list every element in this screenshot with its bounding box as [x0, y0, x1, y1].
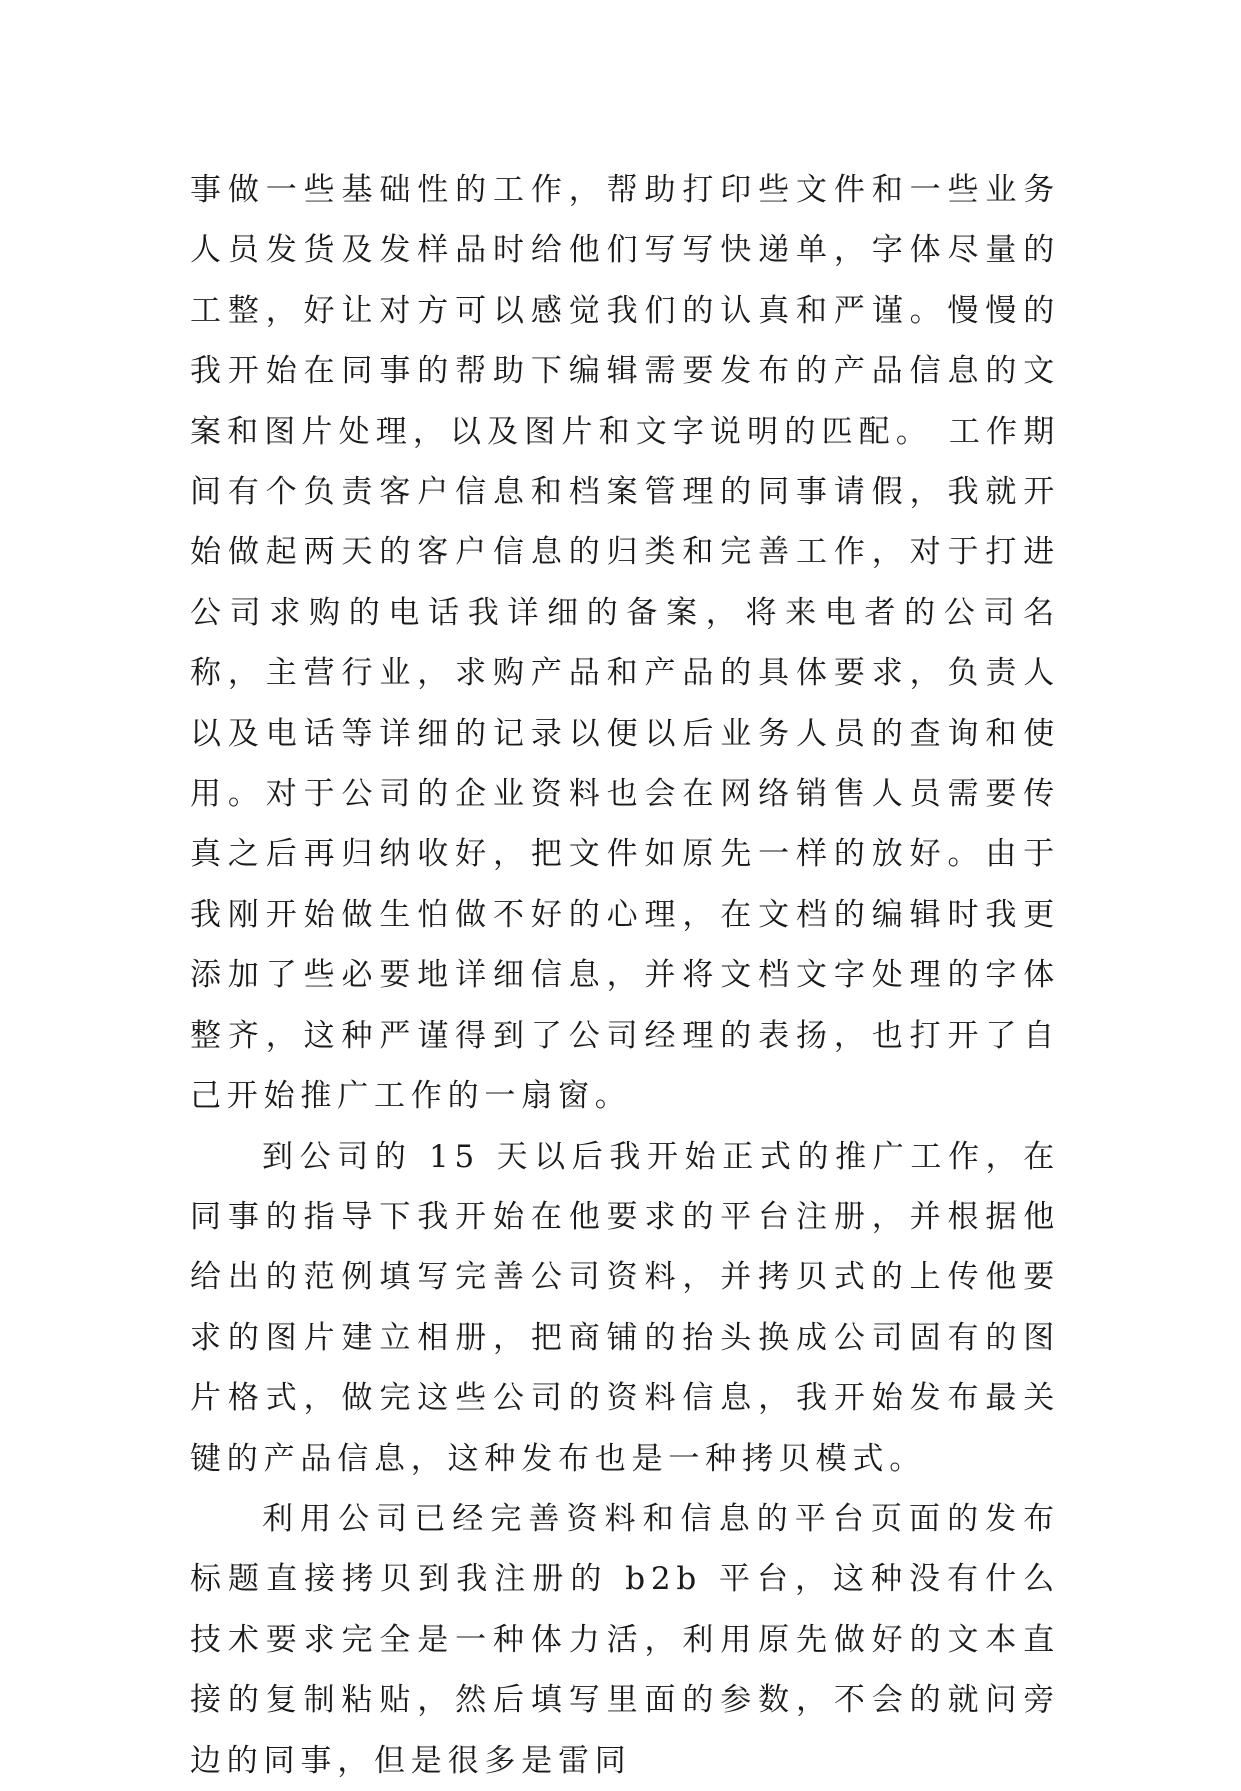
paragraph-1: 事做一些基础性的工作，帮助打印些文件和一些业务人员发货及发样品时给他们写写快递单，字体尽量的工整，好让对方可以感觉我们的认真和严谨。慢慢的我开始在同事的帮助下编辑需要发布的产品信息的文案和图片处理，以及图片和文字说明的匹配。 工作期间有个负责客户信息和档案管理的同事请假，我就开始做起两天的客户信息的归类和完善工作，对于打进公司求购的电话我详细的备案，将来电者的公司名称，主营行业，求购产品和产品的具体要求，负责人以及电话等详细的记录以便以后业务人员的查询和使用。对于公司的企业资料也会在网络销售人员需要传真之后再归纳收好，把文件如原先一样的放好。由于我刚开始做生怕做不好的心理，在文档的编辑时我更添加了些必要地详细信息，并将文档文字处理的字体整齐，这种严谨得到了公司经理的表扬，也打开了自己开始推广工作的一扇窗。 — [190, 172, 1060, 1115]
document-body — [190, 160, 1060, 1791]
paragraph-2: 到公司的 15 天以后我开始正式的推广工作，在同事的指导下我开始在他要求的平台注册，并根据他给出的范例填写完善公司资料，并拷贝式的上传他要求的图片建立相册，把商铺的抬头换成公司固有的图片格式，做完这些公司的资料信息，我开始发布最关键的产品信息，这种发布也是一种拷贝模式。 — [190, 1138, 1060, 1477]
paragraph-3: 利用公司已经完善资料和信息的平台页面的发布标题直接拷贝到我注册的 b2b 平台，这种没有什么技术要求完全是一种体力活，利用原先做好的文本直接的复制粘贴，然后填写里面的参数，不会的就问旁边的同事，但是很多是雷同 — [190, 1500, 1060, 1779]
